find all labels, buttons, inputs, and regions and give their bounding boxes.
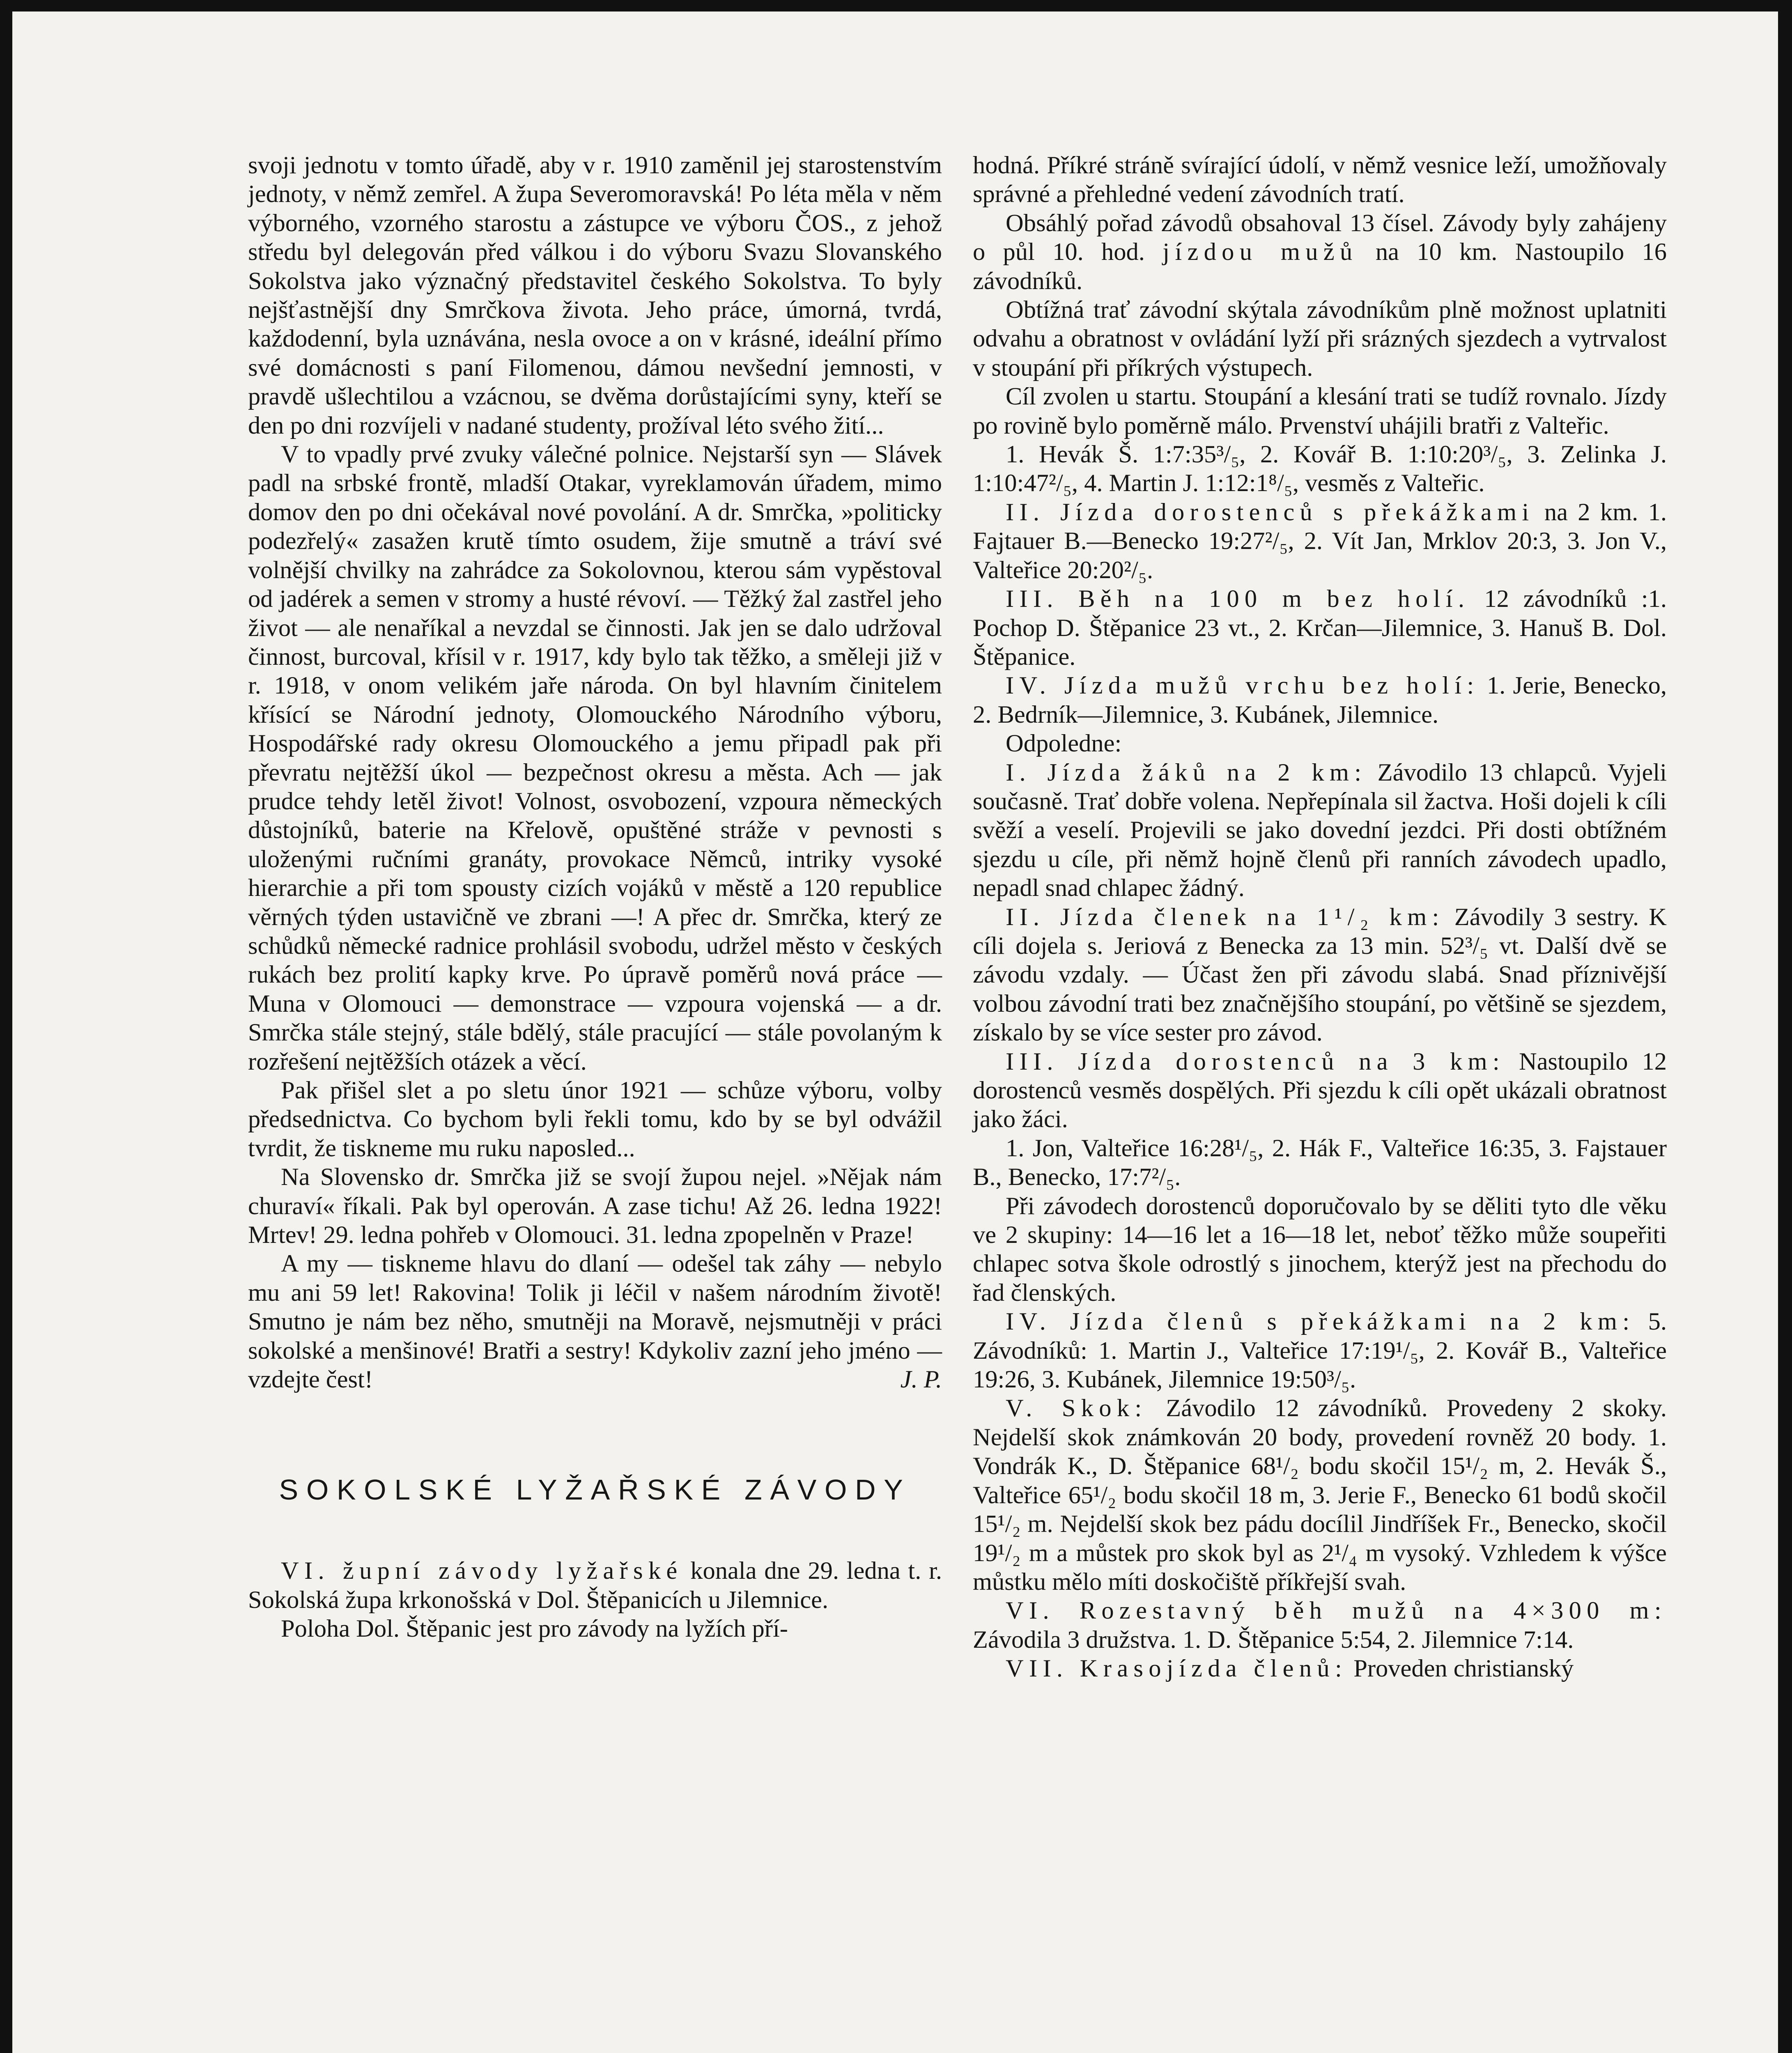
spaced-lead: VI. župní závody lyžařské: [281, 1557, 683, 1585]
paragraph: Při závodech dorostenců doporučovalo by se děliti tyto dle věku ve 2 skupiny: 14—16 let a 16—18 let, neboť těžko může soupeřiti chlapec sotva škole odrostlý s jinochem, kterýž jest na přechodu do řad členských.: [973, 1192, 1667, 1307]
paragraph-text: na 10 km. Nastoupilo 16 závodníků.: [973, 238, 1667, 295]
paragraph: svoji jednotu v tomto úřadě, aby v r. 1910 zaměnil jej starostenstvím jednoty, v němž zemřel. A župa Severomoravská! Po léta měla v něm výborného, vzorného starostu a zástupce ve výboru ČOS., z jehož středu byl delegován před válkou i do výboru Svazu Slovanského Sokolstva jako význačný představitel českého Sokolstva. To byly nejšťastnější dny Smrčkova života. Jeho práce, úmorná, tvrdá, každodenní, byla uznávána, nesla ovoce a on v krásné, ideální přímo své domácnosti s paní Filomenou, dámou nevšední jemnosti, v pravdě ušlechtilou a vzácnou, se dvěma dorůstajícími syny, kteří se den po dni rozvíjeli v nadané studenty, prožíval léto svého žití...: [248, 152, 942, 439]
book-page: [12, 11, 1778, 2053]
paragraph-text: na 2 km. 1. Fajtauer B.—Benecko 19:27²/₅, 2. Vít Jan, Mrklov 20:3, 3. Jon V., Valteřice 20:20²/₅.: [973, 498, 1667, 584]
event-label: VI. Rozestavný běh mužů na 4×300 m:: [1006, 1597, 1667, 1625]
event-label: IV. Jízda mužů vrchu bez holí:: [1006, 672, 1480, 700]
paragraph: [973, 1654, 1667, 1683]
paragraph-text: Závodilo 13 chlapců. Vyjeli současně. Trať dobře volena. Nepřepínala sil žactva. Hoši dojeli k cíli svěží a veselí. Projevili se jako dovední jezdci. Při dosti obtížném sjezdu u cíle, při němž hojně členů při ranních závodech upadlo, nepadl snad chlapec žádný.: [973, 758, 1667, 902]
paragraph: Na Slovensko dr. Smrčka již se svojí župou nejel. »Nějak nám churaví« říkali. Pak byl operován. A zase tichu! Až 26. ledna 1922! Mrtev! 29. ledna pohřeb v Olomouci. 31. ledna zpopelněn v Praze!: [248, 1163, 942, 1249]
paragraph: [973, 903, 1667, 1047]
paragraph-text: Proveden christianský: [1347, 1655, 1574, 1683]
paragraph: Obtížná trať závodní skýtala závodníkům plně možnost uplatniti odvahu a obratnost v ovládání lyží při srázných sjezdech a vytrvalost v stoupání při příkrých výstupech.: [973, 296, 1667, 381]
paragraph: [973, 1047, 1667, 1134]
paragraph: [973, 1307, 1667, 1394]
paragraph: Cíl zvolen u startu. Stoupání a klesání trati se tudíž rovnalo. Jízdy po rovině bylo poměrně málo. Prvenství uhájili bratři z Valteřic.: [973, 383, 1667, 439]
signature: J. P.: [900, 1366, 942, 1394]
paragraph: [973, 758, 1667, 903]
paragraph: [973, 1394, 1667, 1596]
paragraph: Poloha Dol. Štěpanic jest pro závody na lyžích pří-: [281, 1615, 788, 1643]
paragraph-text: Závodila 3 družstva. 1. D. Štěpanice 5:54, 2. Jilemnice 7:14.: [973, 1626, 1574, 1653]
paragraph: [973, 585, 1667, 671]
paragraph-text: Obsáhlý pořad závodů obsahoval 13 čísel. Závody byly zahájeny o půl 10. hod.: [973, 209, 1667, 266]
result-list: 1. Hevák Š. 1:7:35³/₅, 2. Kovář B. 1:10:20³/₅, 3. Zelinka J. 1:10:47²/₅, 4. Martin J. 1:12:1⁸/₅, vesměs z Valteřic.: [973, 441, 1667, 497]
event-label: VII. Krasojízda členů:: [1006, 1655, 1348, 1683]
paragraph-text: Závodilo 12 závodníků. Provedeny 2 skoky. Nejdelší skok známkován 20 body, provedení rovněž 20 body. 1. Vondrák K., D. Štěpanice 68¹/₂ bodu skočil 15¹/₂ m, 2. Hevák Š., Valteřice 65¹/₂ bodu skočil 18 m, 3. Jerie F., Benecko 61 bodů skočil 15¹/₂ m. Nejdelší skok bez pádu docílil Jindříšek Fr., Benecko, skočil 19¹/₂ m a můstek pro skok byl as 2¹/₄ m vysoký. Vzhledem k výšce můstku mělo míti doskočiště příkřejší svah.: [973, 1394, 1667, 1596]
paragraph: V to vpadly prvé zvuky válečné polnice. Nejstarší syn — Slávek padl na srbské frontě, mladší Otakar, vyreklamován úřadem, mimo domov den po dni očekával nové povolání. A dr. Smrčka, »politicky podezřelý« zasažen krutě tímto osudem, žije smutně a tráví své volnější chvilky na zahrádce za Sokolovnou, kterou sám vypěstoval od jadérek a semen v stromy a husté révoví. — Těžký žal zastřel jeho život — ale nenaříkal a nevzdal se činnosti. Jak jen se dalo udržoval činnost, burcoval, křísil v r. 1917, kdy bylo tak těžko, a směleji již v r. 1918, v onom velikém jaře národa. On byl hlavním činitelem křísící se Národní jednoty, Olomouckého Národního výboru, Hospodářské rady okresu Olomouckého a jemu připadl pak při převratu nejtěžší úkol — bezpečnost okresu a města. Ach — jak prudce tehdy letěl život! Volnost, osvobození, vzpoura německých důstojníků, baterie na Křelově, opuštěné stráže v pevnosti s uloženými ručními granáty, provokace Němců, intriky vysoké hierarchie a při tom spousty cizích vojáků v městě a 120 republice věrných týden ustavičně ve zbrani —! A přec dr. Smrčka, který ze schůdků německé radnice prohlásil svobodu, udržel město v českých rukách bez prolití kapky krve. Po úpravě poměrů nová práce — Muna v Olomouci — demonstrace — vzpoura vojenská — a dr. Smrčka stále stejný, stále bdělý, stále pracující — stále povolaným k rozřešení nejtěžších otázek a věcí.: [248, 441, 942, 1075]
subheading: Odpoledne:: [1006, 730, 1122, 758]
right-column: [973, 151, 1667, 1683]
paragraph-text: Nastoupilo 12 dorostenců vesměs dospělých. Při sjezdu k cíli opět ukázali obratnost jako žáci.: [973, 1047, 1667, 1133]
paragraph-text: Závodily 3 sestry. K cíli dojela s. Jeriová z Benecka za 13 min. 52³/₅ vt. Další dvě se závodu vzdaly. — Účast žen při závodu slabá. Snad příznivější volbou závodní trati bez značnějšího stoupání, po většině se sjezdem, získalo by se více sester pro závod.: [973, 903, 1667, 1047]
event-label: II. Jízda dorostenců s překážkami: [1006, 498, 1535, 526]
paragraph: [248, 1557, 942, 1614]
paragraph: [973, 671, 1667, 729]
paragraph: [973, 209, 1667, 296]
event-label: III. Jízda dorostenců na 3 km:: [1006, 1047, 1505, 1075]
spaced-phrase: jízdou mužů: [1163, 238, 1358, 266]
paragraph-text: 5. Závodníků: 1. Martin J., Valteřice 17:19¹/₅, 2. Kovář B., Valteřice 19:26, 3. Kubánek, Jilemnice 19:50³/₅.: [973, 1308, 1667, 1394]
event-label: II. Jízda členek na 1¹/₂ km:: [1006, 903, 1445, 931]
paragraph: [973, 498, 1667, 585]
result-list: 1. Jon, Valteřice 16:28¹/₅, 2. Hák F., Valteřice 16:35, 3. Fajstauer B., Benecko, 17:7²/₅.: [973, 1134, 1667, 1191]
paragraph: Pak přišel slet a po sletu únor 1921 — schůze výboru, volby předsednictva. Co bychom byli řekli tomu, kdo by se byl odvážil tvrdit, že tiskneme mu ruku naposled...: [248, 1077, 942, 1162]
left-column: [248, 151, 942, 1644]
event-label: V. Skok:: [1006, 1394, 1147, 1422]
section-heading: SOKOLSKÉ LYŽAŘSKÉ ZÁVODY: [279, 1474, 911, 1506]
event-label: III. Běh na 100 m bez holí.: [1006, 585, 1470, 613]
paragraph: [248, 1249, 942, 1394]
paragraph-text: A my — tiskneme hlavu do dlaní — odešel tak záhy — nebylo mu ani 59 let! Rakovina! Tolik ji léčil v našem národním životě! Smutno je nám bez něho, smutněji na Moravě, nejsmutněji v práci sokolské a menšinové! Bratři a sestry! Kdykoliv zazní jeho jméno — vzdejte čest!: [248, 1250, 942, 1394]
event-label: I. Jízda žáků na 2 km:: [1006, 758, 1367, 786]
paragraph-text: 12 závodníků :1. Pochop D. Štěpanice 23 vt., 2. Krčan—Jilemnice, 3. Hanuš B. Dol. Štěpanice.: [973, 585, 1667, 671]
paragraph-text: konala dne 29. ledna t. r. Sokolská župa krkonošská v Dol. Štěpanicích u Jilemnice.: [248, 1557, 942, 1614]
event-label: IV. Jízda členů s překážkami na 2 km:: [1006, 1308, 1635, 1336]
paragraph: hodná. Příkré stráně svírající údolí, v němž vesnice leží, umožňovaly správné a přehledné vedení závodních tratí.: [973, 152, 1667, 208]
paragraph: [973, 1596, 1667, 1654]
paragraph-text: 1. Jerie, Benecko, 2. Bedrník—Jilemnice, 3. Kubánek, Jilemnice.: [973, 672, 1667, 728]
